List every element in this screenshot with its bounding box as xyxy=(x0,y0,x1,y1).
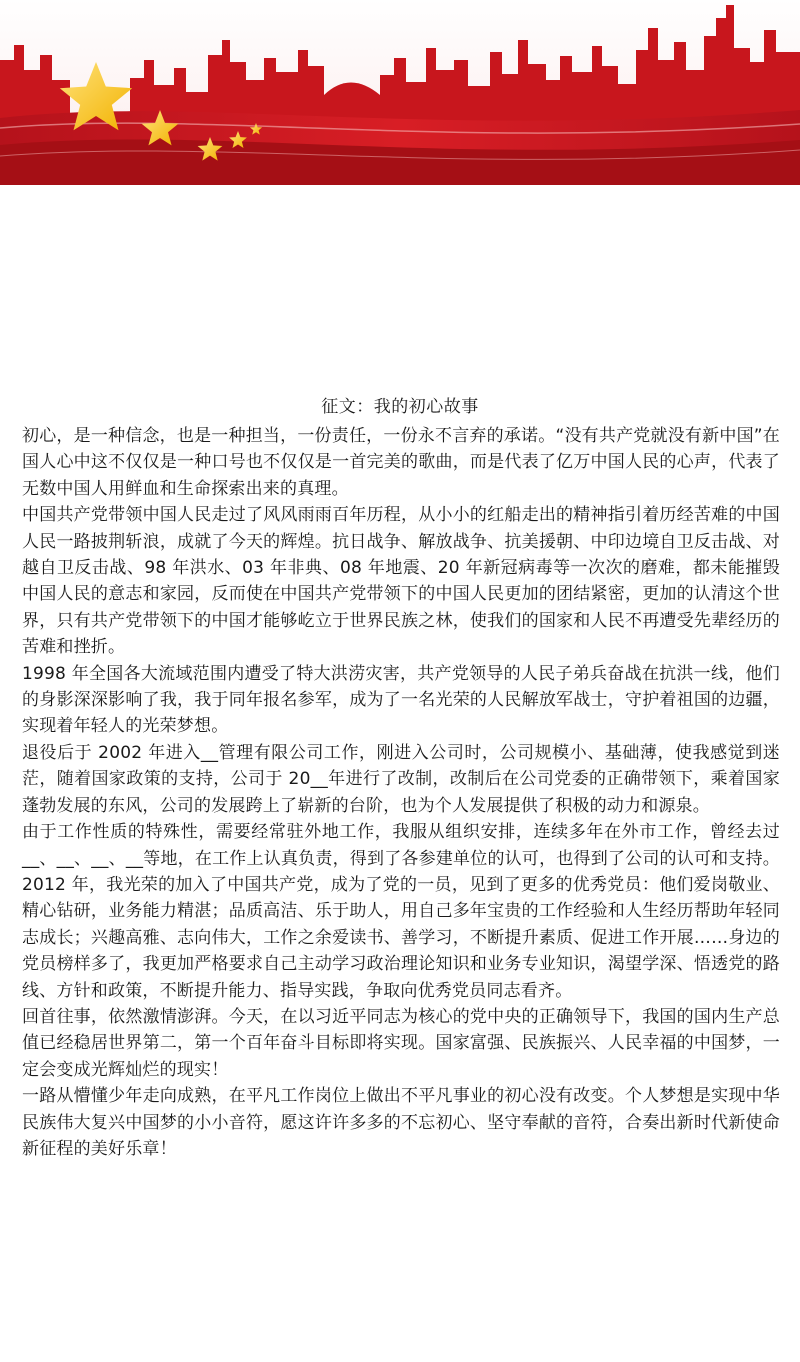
paragraph: 一路从懵懂少年走向成熟，在平凡工作岗位上做出不平凡事业的初心没有改变。个人梦想是实现中华民族伟大复兴中国梦的小小音符，愿这许许多多的不忘初心、坚守奉献的音符，合奏出新时代新使命新征程的美好乐章！ xyxy=(22,1086,780,1159)
document-body xyxy=(22,423,780,1162)
paragraph: 回首往事，依然激情澎湃。今天，在以习近平同志为核心的党中央的正确领导下，我国的国内生产总值已经稳居世界第二，第一个百年奋斗目标即将实现。国家富强、民族振兴、人民幸福的中国梦，一定会变成光辉灿烂的现实！ xyxy=(22,1006,780,1080)
document-title: 征文：我的初心故事 xyxy=(321,397,479,417)
paragraph: 初心，是一种信念，也是一种担当，一份责任，一份永不言弃的承诺。“没有共产党就没有新中国”在国人心中这不仅仅是一种口号也不仅仅是一首完美的歌曲，而是代表了亿万中国人民的心声，代表了无数中国人用鲜血和生命探索出来的真理。 xyxy=(22,426,780,499)
paragraph: 由于工作性质的特殊性，需要经常驻外地工作，我服从组织安排，连续多年在外市工作，曾经去过__、__、__、__等地，在工作上认真负责，得到了各参建单位的认可，也得到了公司的认可和支持。2012 年，我光荣的加入了中国共产党，成为了党的一员，见到了更多的优秀党员：他们爱岗敬业、精心钻研，业务能力精湛；品质高洁、乐于助人，用自己多年宝贵的工作经验和人生经历帮助年轻同志成长；兴趣高雅、志向伟大，工作之余爱读书、善学习，不断提升素质、促进工作开展……身边的党员榜样多了，我更加严格要求自己主动学习政治理论知识和业务专业知识，渴望学深、悟透党的路线、方针和政策，不断提升能力、指导实践，争取向优秀党员同志看齐。 xyxy=(22,822,780,1001)
paragraph: 退役后于 2002 年进入__管理有限公司工作，刚进入公司时，公司规模小、基础薄，使我感觉到迷茫，随着国家政策的支持，公司于 20__年进行了改制，改制后在公司党委的正确带领下，乘着国家蓬勃发展的东风，公司的发展跨上了崭新的台阶，也为个人发展提供了积极的动力和源泉。 xyxy=(22,742,780,816)
paragraph: 中国共产党带领中国人民走过了风风雨雨百年历程，从小小的红船走出的精神指引着历经苦难的中国人民一路披荆斩浪，成就了今天的辉煌。抗日战争、解放战争、抗美援朝、中印边境自卫反击战、对越自卫反击战、98 年洪水、03 年非典、08 年地震、20 年新冠病毒等一次次的磨难，都未能摧毁中国人民的意志和家园，反而使在中国共产党带领下的中国人民更加的团结紧密，更加的认清这个世界，只有共产党带领下的中国才能够屹立于世界民族之林，使我们的国家和人民不再遭受先辈经历的苦难和挫折。 xyxy=(22,505,780,658)
paragraph: 1998 年全国各大流域范围内遭受了特大洪涝灾害，共产党领导的人民子弟兵奋战在抗洪一线，他们的身影深深影响了我，我于同年报名参军，成为了一名光荣的人民解放军战士，守护着祖国的边疆，实现着年轻人的光荣梦想。 xyxy=(22,663,780,737)
city-skyline-banner-graphic xyxy=(0,0,800,185)
header-banner xyxy=(0,0,800,185)
